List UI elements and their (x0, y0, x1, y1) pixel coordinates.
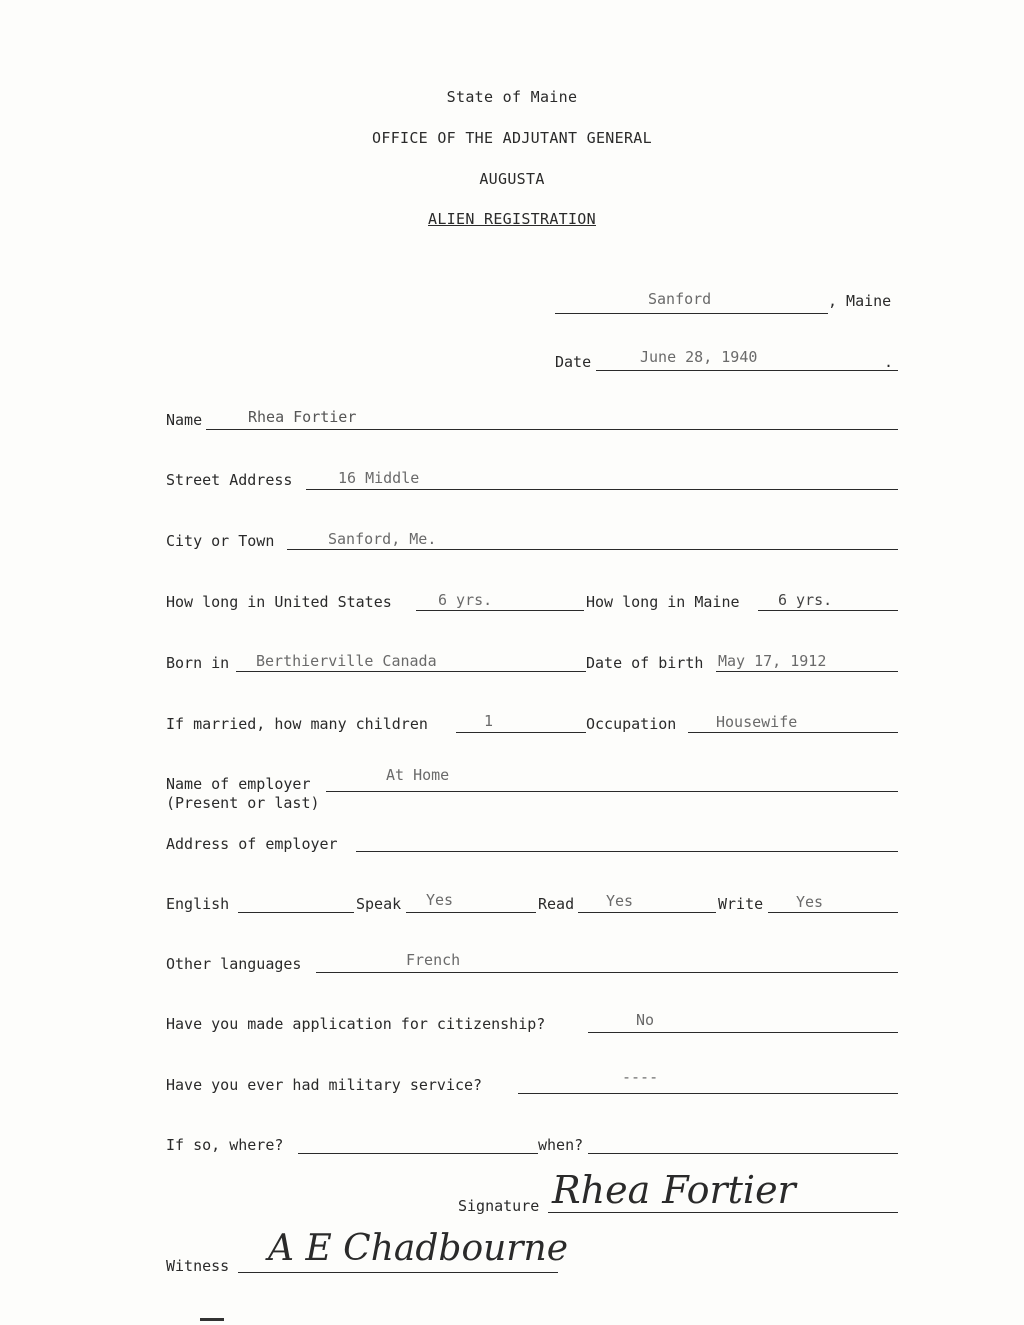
street-address-line (306, 489, 898, 490)
town-value[interactable]: Sanford (648, 290, 712, 308)
employer-line (326, 791, 898, 792)
date-label: Date (555, 353, 592, 371)
military-label: Have you ever had military service? (166, 1076, 483, 1094)
date-of-birth-value[interactable]: May 17, 1912 (718, 652, 827, 670)
street-address-label: Street Address (166, 471, 293, 489)
born-in-label: Born in (166, 654, 230, 672)
children-label: If married, how many children (166, 715, 428, 733)
date-of-birth-label: Date of birth (586, 654, 704, 672)
form-title-text: ALIEN REGISTRATION (428, 210, 596, 228)
write-line (768, 912, 898, 913)
how-long-maine-label: How long in Maine (586, 593, 740, 611)
employer-sublabel: (Present or last) (166, 794, 320, 812)
name-value[interactable]: Rhea Fortier (248, 408, 357, 426)
read-line (578, 912, 716, 913)
how-long-us-line (416, 610, 584, 611)
city-line (287, 549, 898, 550)
date-value[interactable]: June 28, 1940 (640, 348, 758, 366)
office-heading: OFFICE OF THE ADJUTANT GENERAL (372, 129, 652, 147)
other-languages-value[interactable]: French (406, 951, 461, 969)
witness-value[interactable]: A E Chadbourne (268, 1228, 569, 1269)
signature-line (548, 1212, 898, 1213)
where-line (298, 1153, 538, 1154)
date-end: . (884, 353, 894, 371)
when-label: when? (538, 1136, 584, 1154)
read-value[interactable]: Yes (606, 892, 634, 910)
military-line (518, 1093, 898, 1094)
signature-value[interactable]: Rhea Fortier (552, 1168, 796, 1212)
form-title (0, 210, 1024, 228)
citizenship-value[interactable]: No (636, 1011, 655, 1029)
city-label: City or Town (166, 532, 275, 550)
date-line (596, 370, 898, 371)
citizenship-label: Have you made application for citizenship? (166, 1015, 546, 1033)
occupation-label: Occupation (586, 715, 677, 733)
how-long-maine-value[interactable]: 6 yrs. (778, 591, 833, 609)
employer-address-line (356, 851, 898, 852)
born-in-line (236, 671, 586, 672)
occupation-line (688, 732, 898, 733)
born-in-value[interactable]: Berthierville Canada (256, 652, 437, 670)
where-label: If so, where? (166, 1136, 284, 1154)
citizenship-line (588, 1032, 898, 1033)
other-languages-line (316, 972, 898, 973)
children-value[interactable]: 1 (484, 712, 494, 730)
state-suffix: , Maine (828, 292, 892, 310)
when-line (588, 1153, 898, 1154)
occupation-value[interactable]: Housewife (716, 713, 798, 731)
other-languages-label: Other languages (166, 955, 302, 973)
read-label: Read (538, 895, 575, 913)
speak-value[interactable]: Yes (426, 891, 454, 909)
state-heading: State of Maine (446, 88, 578, 106)
scan-mark (200, 1318, 224, 1321)
city-heading: AUGUSTA (479, 170, 545, 188)
english-label: English (166, 895, 230, 913)
witness-label: Witness (166, 1257, 230, 1275)
city-value[interactable]: Sanford, Me. (328, 530, 437, 548)
how-long-us-value[interactable]: 6 yrs. (438, 591, 493, 609)
children-line (456, 732, 586, 733)
speak-label: Speak (356, 895, 402, 913)
employer-label: Name of employer (166, 775, 311, 793)
how-long-us-label: How long in United States (166, 593, 392, 611)
speak-line (406, 912, 536, 913)
signature-label: Signature (458, 1197, 540, 1215)
employer-address-label: Address of employer (166, 835, 338, 853)
military-value[interactable]: ---- (622, 1068, 659, 1086)
write-value[interactable]: Yes (796, 893, 824, 911)
town-line (555, 313, 828, 314)
how-long-maine-line (758, 610, 898, 611)
english-line (238, 912, 354, 913)
street-address-value[interactable]: 16 Middle (338, 469, 420, 487)
name-label: Name (166, 411, 203, 429)
witness-line (238, 1272, 558, 1273)
write-label: Write (718, 895, 764, 913)
employer-value[interactable]: At Home (386, 766, 450, 784)
name-line (206, 429, 898, 430)
date-of-birth-line (716, 671, 898, 672)
